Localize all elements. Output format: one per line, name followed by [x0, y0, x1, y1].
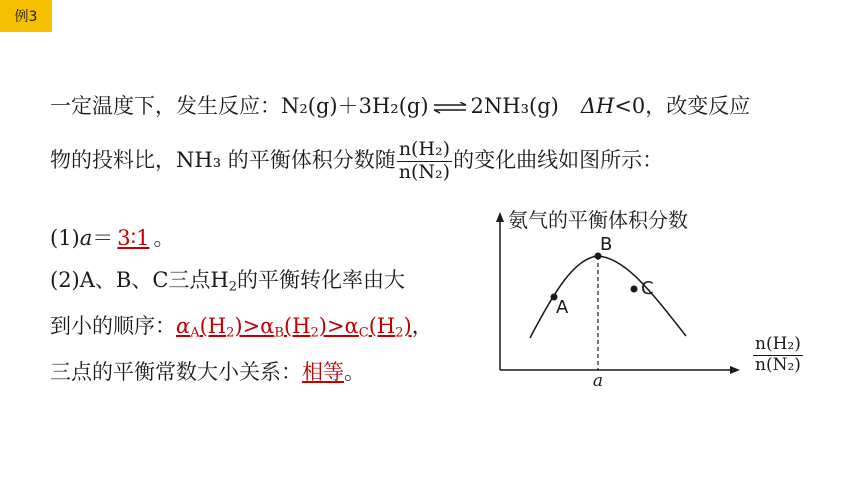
x-tick-label-a: a [592, 371, 604, 391]
line2-suffix: 的变化曲线如图所示： [453, 147, 664, 172]
delta-h-relation: <0， [614, 94, 667, 118]
intro-after: 改变反应 [666, 94, 751, 118]
ratio-denominator: n(N₂) [398, 160, 451, 183]
chart-title: 氨气的平衡体积分数 [508, 208, 688, 232]
line2-prefix: 物的投料比，NH₃ 的平衡体积分数随 [50, 147, 396, 172]
point-label-a: A [556, 297, 569, 318]
y-axis-arrow-icon [496, 212, 504, 222]
x-label-numerator: n(H₂) [755, 334, 801, 354]
reaction-right: 2NH₃(g) [470, 94, 559, 118]
q2-answer-order: $\alpha_A(H_2)>\alpha_B(H_2)>\alpha_C(H_2)$ [176, 314, 412, 341]
q2-line3-prefix: 三点的平衡常数大小关系： [50, 360, 302, 384]
q2-answer-equal: 相等 [302, 360, 344, 384]
intro-text: 一定温度下，发生反应： [50, 94, 281, 118]
example-badge: 例3 [0, 0, 52, 32]
q1-answer: 3∶1 [117, 226, 150, 250]
point-c [631, 286, 638, 293]
q1-prefix: (1) [50, 226, 80, 250]
q1-equals: ＝ [92, 226, 114, 250]
q2-line1: (2)A、B、C三点H [50, 268, 229, 292]
delta-h-symbol: ΔH [580, 94, 615, 118]
q1-end: 。 [153, 226, 175, 250]
point-label-b: B [600, 234, 613, 255]
x-axis-arrow-icon [730, 366, 740, 374]
reaction-left: N₂(g)＋3H₂(g) [281, 94, 429, 118]
ratio-numerator: n(H₂) [398, 138, 451, 160]
point-label-c: C [641, 278, 654, 299]
q2-line3-end: 。 [344, 360, 365, 384]
q2-line2-end: ， [411, 314, 433, 338]
x-label-denominator: n(N₂) [755, 354, 801, 375]
q1-variable: a [79, 226, 93, 250]
q2-line1-sub: 2 [228, 279, 238, 295]
q2-line1-rest: 的平衡转化率由大 [237, 268, 406, 292]
chart-x-axis-label [752, 336, 804, 375]
q2-line2-prefix: 到小的顺序： [50, 314, 176, 338]
